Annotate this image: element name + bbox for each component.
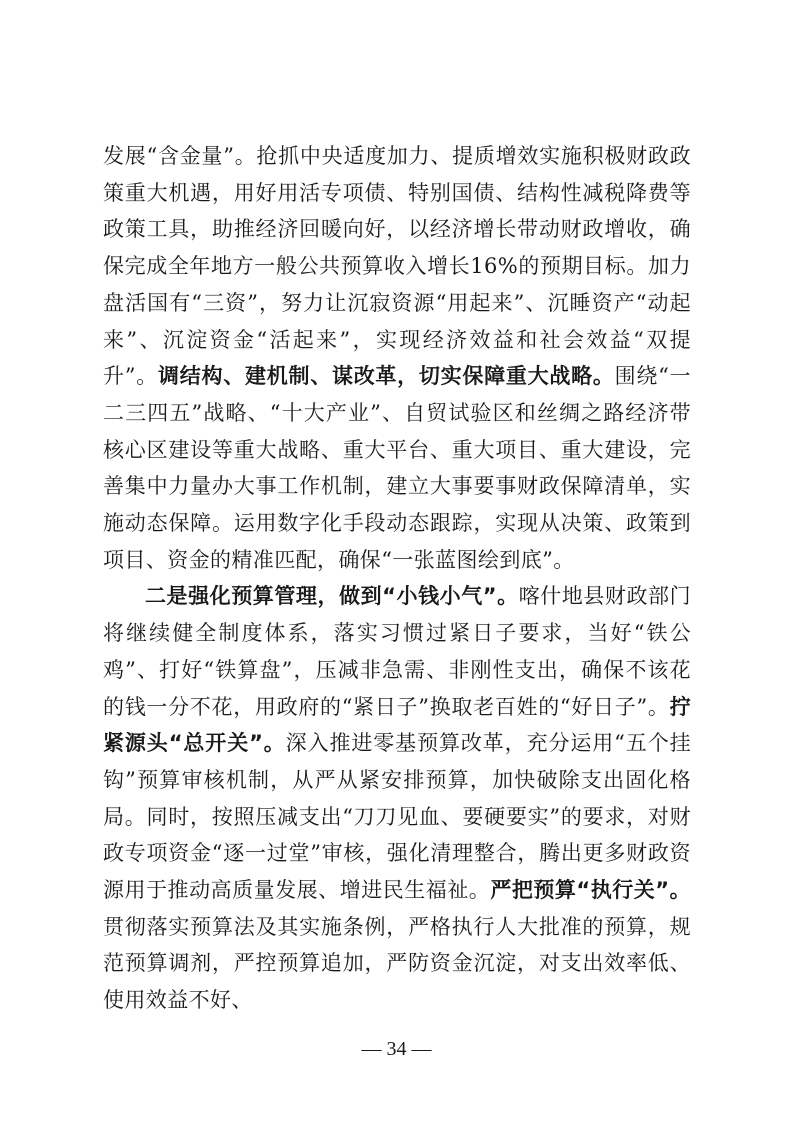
bold-heading-segment: 调结构、建机制、谋改革，切实保障重大战略。 (157, 364, 615, 389)
text-segment: 深入推进零基预算改革，充分运用“五个挂钩”预算审核机制，从严从紧安排预算，加快破除支出固化格局。同时，按照压减支出“刀刀见血、要硬要实”的要求，对财政专项资金“逐一过堂”审核，强化清理整合，腾出更多财政资源用于推动高质量发展、增进民生福祉。 (103, 731, 691, 903)
text-segment: 发展“含金量”。抢抓中央适度加力、提质增效实施积极财政政策重大机遇，用好用活专项债、特别国债、结构性减税降费等政策工具，助推经济回暖向好，以经济增长带动财政增收，确保完成全年地方一般公共预算收入增长16%的预期目标。加力盘活国有“三资”，努力让沉寂资源“用起来”、沉睡资产“动起来”、沉淀资金“活起来”，实现经济效益和社会效益“双提升”。 (103, 144, 691, 389)
body-text (103, 138, 691, 1019)
text-segment: 贯彻落实预算法及其实施条例，严格执行人大批准的预算，规范预算调剂，严控预算追加，严防资金沉淀，对支出效率低、使用效益不好、 (103, 914, 691, 1013)
text-segment: 喀什地县财政部门将继续健全制度体系，落实习惯过紧日子要求，当好“铁公鸡”、打好“铁算盘”，压减非急需、非刚性支出，确保不该花的钱一分不花，用政府的“紧日子”换取老百姓的“好日子”。 (103, 584, 691, 719)
bold-heading-segment: 拧紧源头“总开关”。 (103, 694, 691, 756)
page-number: — 34 — (361, 1038, 432, 1060)
bold-heading-segment: 严把预算“执行关”。 (490, 878, 691, 903)
paragraph-2 (103, 578, 691, 1018)
bold-heading-segment: 二是强化预算管理，做到“小钱小气”。 (145, 584, 519, 609)
paragraph-1 (103, 138, 691, 578)
text-segment: 围绕“一二三四五”战略、“十大产业”、自贸试验区和丝绸之路经济带核心区建设等重大战略、重大平台、重大项目、重大建设，完善集中力量办大事工作机制，建立大事要事财政保障清单，实施动态保障。运用数字化手段动态跟踪，实现从决策、政策到项目、资金的精准匹配，确保“一张蓝图绘到底”。 (103, 364, 692, 572)
